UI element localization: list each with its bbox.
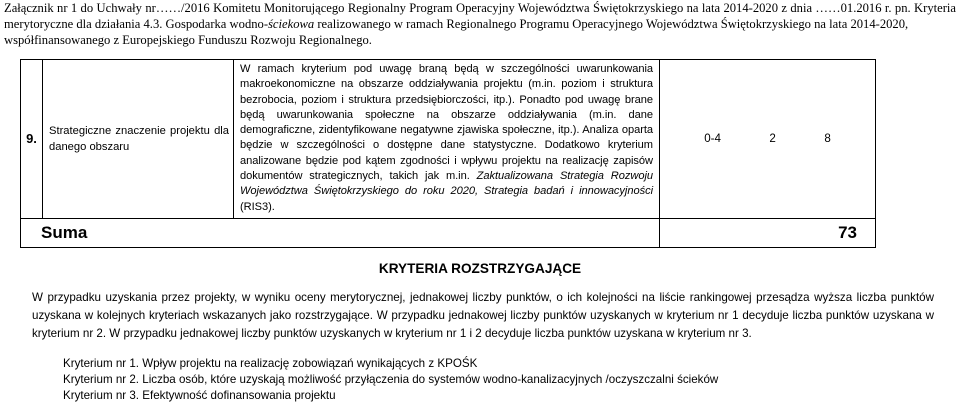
tiebreak-criterion-3: Kryterium nr 3. Efektywność dofinansowania projektu <box>63 388 336 402</box>
criterion-points-cell <box>660 60 876 219</box>
criterion-description-documents: Zaktualizowana Strategia Rozwoju Województwa Świętokrzyskiego do roku 2020, Strategia badań i innowacyjności <box>240 170 653 198</box>
criterion-weight: 2 <box>769 132 776 146</box>
criterion-name: Strategiczne znaczenie projektu dla danego obszaru <box>43 60 234 219</box>
criterion-description-tail: (RIS3). <box>240 200 275 213</box>
document-header <box>4 0 956 32</box>
tiebreak-criterion-1: Kryterium nr 1. Wpływ projektu na realizację zobowiązań wynikających z KPOŚK <box>63 357 478 370</box>
header-cofinancing-line: współfinansowanego z Europejskiego Funduszu Rozwoju Regionalnego. <box>4 33 372 47</box>
criterion-description <box>234 60 660 219</box>
tiebreak-criteria-list <box>63 356 923 403</box>
criterion-points-range: 0-4 <box>704 132 721 146</box>
criteria-table <box>20 59 876 248</box>
criterion-description-text: W ramach kryterium pod uwagę braną będą w szczególności uwarunkowania makroekonomiczne na obszarze oddziaływania projektu (m.in. poziom i struktura bezrobocia, poziom i struktura przedsiębiorczości, itp.). Ponadto pod uwagę brane będą uwarunkowania społeczne na obszarze oddziaływania (m.in. dane demograficzne, zidentyfikowane negatywne zjawiska społeczne, itp.). Analiza oparta będzie w szczególności o dostępne dane statystyczne. Dodatkowo kryterium analizowane będzie pod kątem zgodności i wpływu projektu na realizację zapisów dokumentów strategicznych, takich jak m.in. <box>240 63 653 183</box>
sum-value: 73 <box>660 218 876 247</box>
header-text-part2: realizowanego w ramach Regionalnego Programu Operacyjnego Województwa Świętokrzyskiego na lata 2014-2020, <box>314 17 909 31</box>
criterion-row <box>21 60 876 219</box>
tiebreak-paragraph: W przypadku uzyskania przez projekty, w wyniku oceny merytorycznej, jednakowej liczby punktów, o ich kolejności na liście rankingowej przesądza wyższa liczba punktów uzyskana w kolejnych kryteriach wskazanych jako rozstrzygające. W przypadku jednakowej liczby punktów uzyskanych w kryterium nr 1 decyduje liczba punktów uzyskana w kryterium nr 2. W przypadku jednakowej liczby punktów uzyskanych w kryterium nr 1 i 2 decyduje liczba punktów uzyskana w kryterium nr 3. <box>32 291 934 340</box>
section-title: KRYTERIA ROZSTRZYGAJĄCE <box>378 261 582 276</box>
tiebreak-criterion-2: Kryterium nr 2. Liczba osób, które uzyskają możliwość przyłączenia do systemów wodno-kanalizacyjnych /oczyszczalni ścieków <box>63 372 719 386</box>
criterion-number: 9. <box>21 60 43 219</box>
criterion-max-points: 8 <box>824 132 831 146</box>
sum-row <box>21 218 876 247</box>
header-text-emphasis: ściekowa <box>268 17 315 31</box>
sum-label: Suma <box>21 218 660 247</box>
header-text-part1: Załącznik nr 1 do Uchwały nr……/2016 Komitetu Monitorującego Regionalny Program Operacyjny Województwa Świętokrzyskiego na lata 2014-2020 z dnia ……01.2016 r. pn. Kryteria merytoryczne dla działania 4.3. Gospodarka wodno- <box>4 1 956 31</box>
